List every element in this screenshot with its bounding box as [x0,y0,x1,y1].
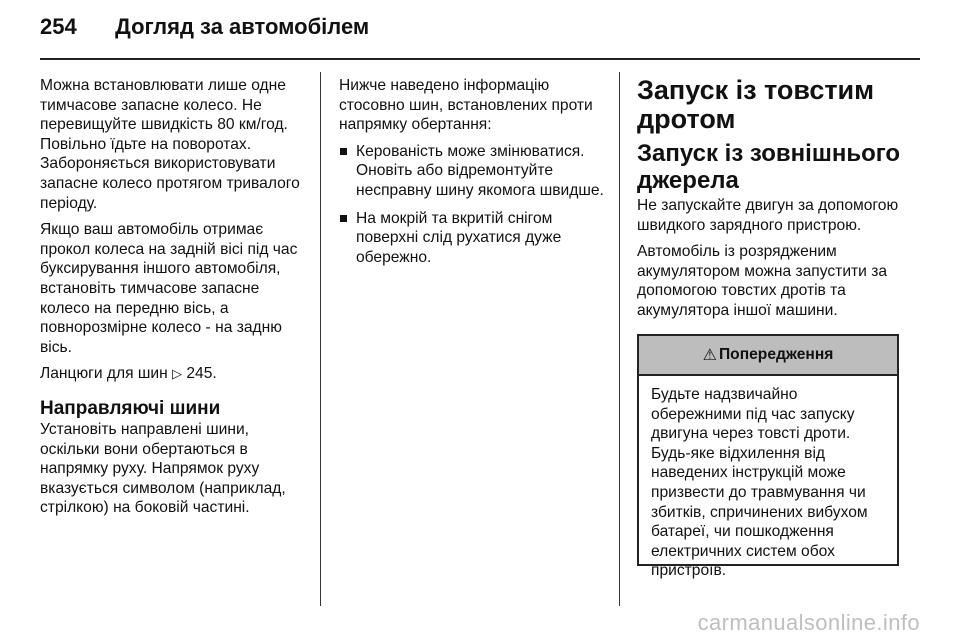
list-item [339,209,609,268]
chains-ref-text: Ланцюги для шин [40,365,168,383]
heading-directional-tires: Направляючі шини [40,397,221,419]
paragraph-no-fast-charger: Не запускайте двигун за допомогою швидкого зарядного пристрою. [637,197,899,234]
paragraph-directional-tires: Установіть направлені шини, оскільки вони обертаються в напрямку руху. Напрямок руху вказується символом (наприклад, стрілкою) на боковій частині. [40,420,286,517]
chains-ref-page[interactable]: 245. [186,365,217,383]
warning-box [637,334,899,580]
column-middle [339,76,609,275]
header-divider [40,58,920,60]
page-header [40,14,369,46]
page-number: 254 [40,14,77,39]
paragraph-spare-wheel: Можна встановлювати лише одне тимчасове запасне колесо. Не перевищуйте швидкість 80 км/год. Повільно їдьте на поворотах. Забороняється використовувати запасне колесо протягом тривалого періоду. [40,77,300,212]
warning-header [639,336,897,376]
column-divider-2 [619,72,620,606]
column-right [637,76,907,328]
list-item-text: Керованість може змінюватися. Оновіть або відремонтуйте несправну шину якомога швидше. [356,142,604,199]
square-bullet-icon [340,148,347,155]
warning-text: Будьте надзвичайно обережними під час запуску двигуна через товсті дроти. Будь-яке відхилення від наведених інструкцій може призвести до травмування чи збитків, спричинених вибухом батареї, чи пошкодження електричних систем обох пристроїв. [651,386,868,580]
bullet-list [339,142,609,268]
reference-arrow-icon: ▷ [172,366,183,382]
paragraph-chains-ref [40,364,310,384]
warning-triangle-icon: ⚠ [702,347,717,364]
section-subtitle: Запуск із зовнішнього джерела [637,140,901,194]
warning-title: Попередження [718,346,834,363]
list-item-text: На мокрій та вкритій снігом поверхні слід рухатися дуже обережно. [356,209,562,266]
paragraph-reverse-tires-intro: Нижче наведено інформацію стосовно шин, встановлених проти напрямку обертання: [339,77,593,134]
page-title: Догляд за автомобілем [115,14,370,39]
square-bullet-icon [340,215,347,222]
column-left [40,76,310,525]
paragraph-jump-start: Автомобіль із розрядженим акумулятором можна запустити за допомогою товстих дротів та акумулятора іншої машини. [637,243,888,319]
paragraph-puncture-towing: Якщо ваш автомобіль отримає прокол колеса на задній вісі під час буксирування іншого автомобіля, встановіть тимчасове запасне колесо на передню вісь, а повнорозмірне колесо - на задню вісь. [40,221,298,356]
section-title: Запуск із товстим дротом [637,75,875,134]
watermark: carmanualsonline.info [697,610,920,635]
column-divider-1 [320,72,321,606]
list-item [339,142,609,201]
